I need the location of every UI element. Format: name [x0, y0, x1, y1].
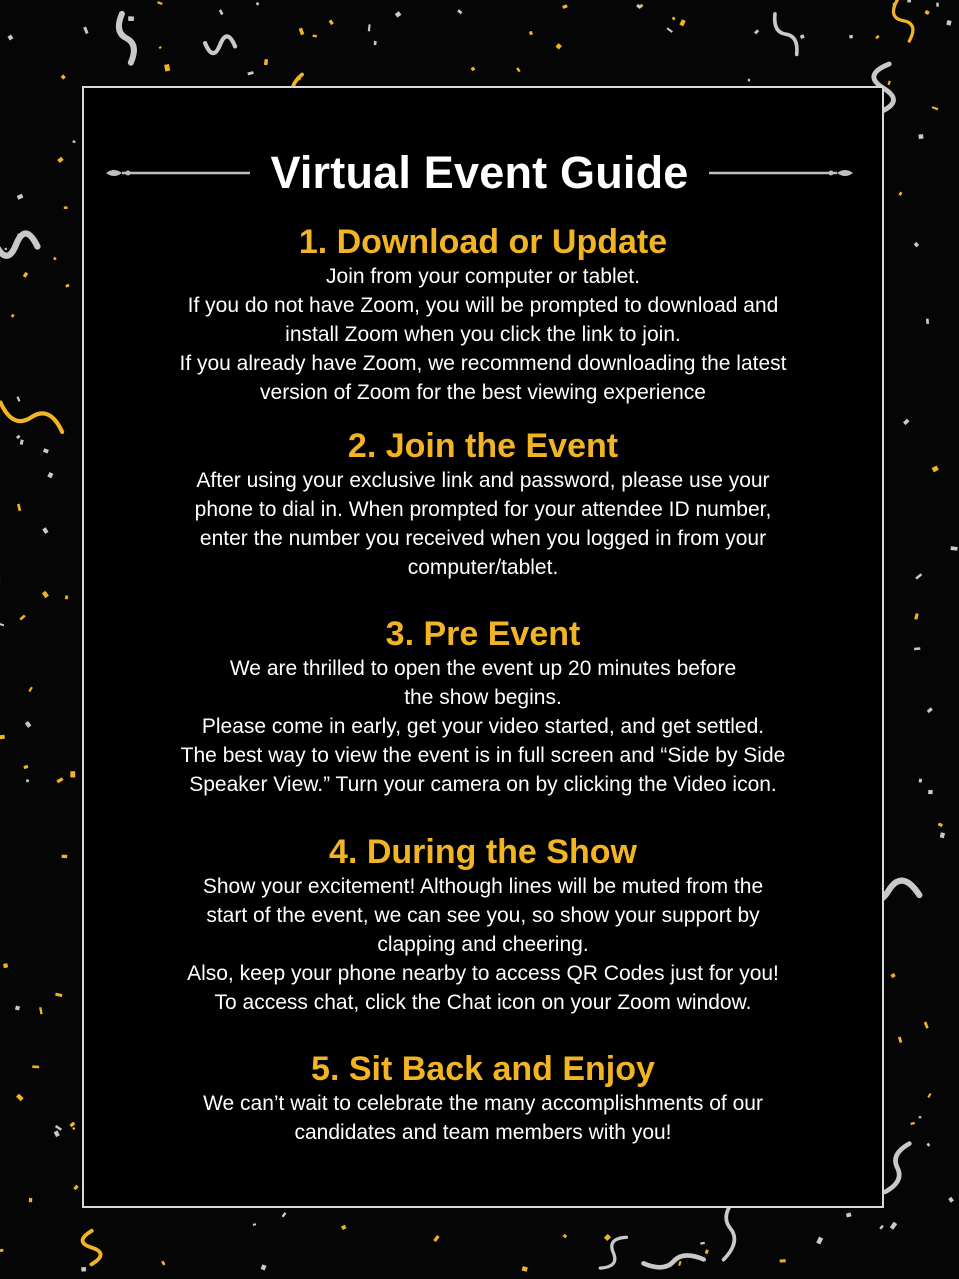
confetti-fleck: [61, 74, 66, 79]
confetti-fleck: [887, 81, 890, 86]
confetti-fleck: [800, 34, 805, 39]
confetti-fleck: [256, 2, 259, 6]
confetti-fleck: [70, 771, 75, 777]
confetti-fleck: [946, 20, 951, 26]
confetti-fleck: [247, 71, 253, 75]
confetti-fleck: [0, 1249, 4, 1253]
confetti-fleck: [161, 1261, 165, 1266]
confetti-fleck: [64, 206, 68, 209]
confetti-fleck: [16, 435, 20, 439]
confetti-fleck: [471, 67, 476, 72]
confetti-fleck: [0, 735, 5, 740]
confetti-fleck: [457, 9, 462, 14]
confetti-fleck: [849, 35, 853, 39]
section-text-line: candidates and team members with you!: [294, 1121, 672, 1144]
confetti-fleck: [678, 1261, 681, 1266]
confetti-fleck: [312, 34, 317, 37]
confetti-fleck: [919, 779, 923, 783]
confetti-fleck: [23, 765, 28, 769]
confetti-fleck: [938, 822, 943, 827]
confetti-fleck: [700, 1242, 705, 1245]
confetti-fleck: [83, 27, 88, 35]
confetti-fleck: [17, 504, 21, 511]
confetti-fleck: [69, 1122, 75, 1128]
confetti-fleck: [42, 591, 49, 598]
confetti-fleck: [928, 790, 933, 794]
title-row: [0, 142, 959, 204]
confetti-fleck: [951, 546, 958, 550]
confetti-fleck: [562, 4, 568, 8]
confetti-fleck: [516, 67, 520, 72]
confetti-fleck: [846, 1212, 852, 1217]
section-heading: 1. Download or Update: [298, 223, 668, 261]
section-text-line: Join from your computer or tablet.: [326, 265, 640, 288]
confetti-fleck: [43, 448, 49, 453]
confetti-fleck: [15, 1006, 20, 1011]
confetti-fleck: [16, 396, 20, 402]
confetti-fleck: [56, 777, 63, 783]
confetti-fleck: [65, 284, 69, 288]
page-title: Virtual Event Guide: [270, 147, 689, 198]
confetti-fleck: [433, 1235, 439, 1242]
confetti-fleck: [65, 595, 68, 599]
section-text-line: We are thrilled to open the event up 20 minutes before: [229, 657, 737, 680]
confetti-fleck: [42, 527, 48, 534]
confetti-fleck: [556, 43, 562, 49]
section-download: [100, 222, 866, 407]
confetti-fleck: [11, 314, 15, 318]
confetti-fleck: [907, 0, 911, 3]
section-text-line: start of the event, we can see you, so show your support by: [206, 904, 760, 927]
confetti-fleck: [927, 1093, 931, 1098]
confetti-fleck: [890, 1222, 897, 1230]
confetti-fleck: [936, 3, 939, 7]
confetti-fleck: [914, 613, 918, 620]
confetti-streamer: [890, 0, 916, 43]
section-heading: 5. Sit Back and Enjoy: [311, 1050, 655, 1088]
confetti-fleck: [672, 17, 676, 21]
confetti-fleck: [73, 1185, 78, 1191]
confetti-fleck: [926, 319, 929, 324]
confetti-fleck: [903, 419, 910, 425]
confetti-fleck: [159, 46, 162, 49]
confetti-fleck: [329, 20, 334, 26]
confetti-fleck: [47, 472, 53, 478]
confetti-fleck: [780, 1259, 786, 1262]
confetti-fleck: [54, 1130, 60, 1137]
confetti-fleck: [910, 1122, 915, 1125]
confetti-fleck: [23, 272, 28, 278]
confetti-fleck: [128, 16, 134, 21]
confetti-fleck: [948, 1197, 954, 1203]
section-text-line: computer/tablet.: [407, 556, 559, 579]
confetti-streamer: [82, 1231, 100, 1265]
section-text-line: Please come in early, get your video started, and get settled.: [201, 715, 765, 738]
confetti-fleck: [28, 687, 32, 692]
confetti-fleck: [81, 1267, 86, 1272]
confetti-fleck: [932, 106, 939, 110]
confetti-fleck: [898, 1037, 902, 1043]
confetti-fleck: [5, 248, 7, 250]
confetti-fleck: [914, 647, 920, 650]
confetti-fleck: [72, 1127, 75, 1130]
section-enjoy: [100, 1049, 866, 1147]
confetti-streamer: [880, 1141, 915, 1195]
confetti-fleck: [219, 9, 224, 15]
section-text-line: To access chat, click the Chat icon on your Zoom window.: [214, 991, 752, 1014]
section-text-line: version of Zoom for the best viewing experience: [260, 381, 706, 404]
confetti-streamer: [0, 394, 66, 441]
confetti-fleck: [62, 855, 68, 859]
confetti-fleck: [914, 242, 919, 247]
confetti-fleck: [368, 24, 371, 31]
confetti-fleck: [926, 1143, 930, 1147]
confetti-fleck: [26, 779, 30, 783]
section-text-line: install Zoom when you click the link to join.: [285, 323, 681, 346]
confetti-streamer: [770, 11, 801, 57]
section-join: [100, 426, 866, 582]
confetti-fleck: [563, 1234, 567, 1238]
confetti-fleck: [19, 614, 25, 620]
section-pre-event: [100, 614, 866, 799]
confetti-streamer: [643, 1254, 704, 1268]
confetti-fleck: [932, 466, 939, 473]
confetti-fleck: [395, 11, 402, 17]
confetti-fleck: [915, 573, 922, 579]
section-during-show: [100, 832, 866, 1017]
confetti-fleck: [16, 1094, 24, 1102]
section-text-line: the show begins.: [404, 686, 562, 709]
confetti-fleck: [529, 31, 533, 35]
confetti-fleck: [374, 41, 377, 45]
confetti-fleck: [53, 257, 57, 261]
confetti-fleck: [705, 1249, 709, 1254]
section-text-line: clapping and cheering.: [377, 933, 589, 956]
section-text-line: Also, keep your phone nearby to access QR Codes just for you!: [187, 962, 779, 985]
confetti-fleck: [32, 1065, 39, 1068]
confetti-fleck: [940, 832, 945, 838]
confetti-fleck: [890, 973, 895, 978]
confetti-streamer: [0, 231, 38, 258]
section-text-line: Show your excitement! Although lines will be muted from the: [202, 875, 764, 898]
confetti-fleck: [39, 1007, 43, 1014]
section-text-line: If you already have Zoom, we recommend downloading the latest: [179, 352, 787, 375]
confetti-fleck: [25, 721, 32, 728]
confetti-fleck: [55, 1125, 62, 1131]
confetti-streamer: [204, 34, 236, 55]
section-text-line: The best way to view the event is in full screen and “Side by Side: [180, 744, 786, 767]
confetti-streamer: [595, 1233, 632, 1273]
section-text-line: enter the number you received when you logged in from your: [199, 527, 767, 550]
confetti-fleck: [7, 35, 13, 41]
confetti-fleck: [299, 28, 305, 36]
confetti-fleck: [264, 59, 268, 65]
confetti-fleck: [919, 1116, 922, 1118]
confetti-fleck: [282, 1212, 287, 1217]
section-text-line: We can’t wait to celebrate the many accomplishments of our: [203, 1092, 763, 1115]
section-text-line: phone to dial in. When prompted for your attendee ID number,: [194, 498, 772, 521]
confetti-fleck: [164, 64, 170, 71]
section-heading: 4. During the Show: [329, 833, 637, 871]
confetti-fleck: [0, 623, 4, 626]
confetti-fleck: [253, 1223, 256, 1226]
confetti-fleck: [261, 1264, 267, 1270]
confetti-fleck: [924, 10, 929, 15]
section-text-line: After using your exclusive link and password, please use your: [196, 469, 770, 492]
confetti-fleck: [879, 1225, 884, 1230]
confetti-fleck: [927, 707, 933, 713]
confetti-fleck: [679, 19, 685, 26]
confetti-fleck: [55, 993, 62, 997]
confetti-fleck: [924, 1022, 929, 1029]
confetti-fleck: [20, 439, 24, 444]
confetti-fleck: [522, 1266, 528, 1272]
section-heading: 2. Join the Event: [347, 427, 619, 465]
confetti-fleck: [875, 35, 880, 39]
confetti-fleck: [3, 963, 8, 968]
confetti-fleck: [918, 134, 923, 139]
confetti-fleck: [667, 27, 673, 33]
right-flourish-icon: [707, 166, 855, 180]
left-flourish-icon: [104, 166, 252, 180]
confetti-fleck: [754, 29, 759, 34]
confetti-fleck: [816, 1237, 823, 1245]
confetti-fleck: [748, 79, 750, 82]
confetti-fleck: [157, 1, 163, 5]
confetti-fleck: [341, 1225, 346, 1230]
section-text-line: If you do not have Zoom, you will be prompted to download and: [187, 294, 779, 317]
section-heading: 3. Pre Event: [385, 615, 581, 653]
confetti-fleck: [604, 1234, 611, 1241]
confetti-fleck: [29, 1198, 32, 1202]
section-text-line: Speaker View.” Turn your camera on by clicking the Video icon.: [189, 773, 777, 796]
